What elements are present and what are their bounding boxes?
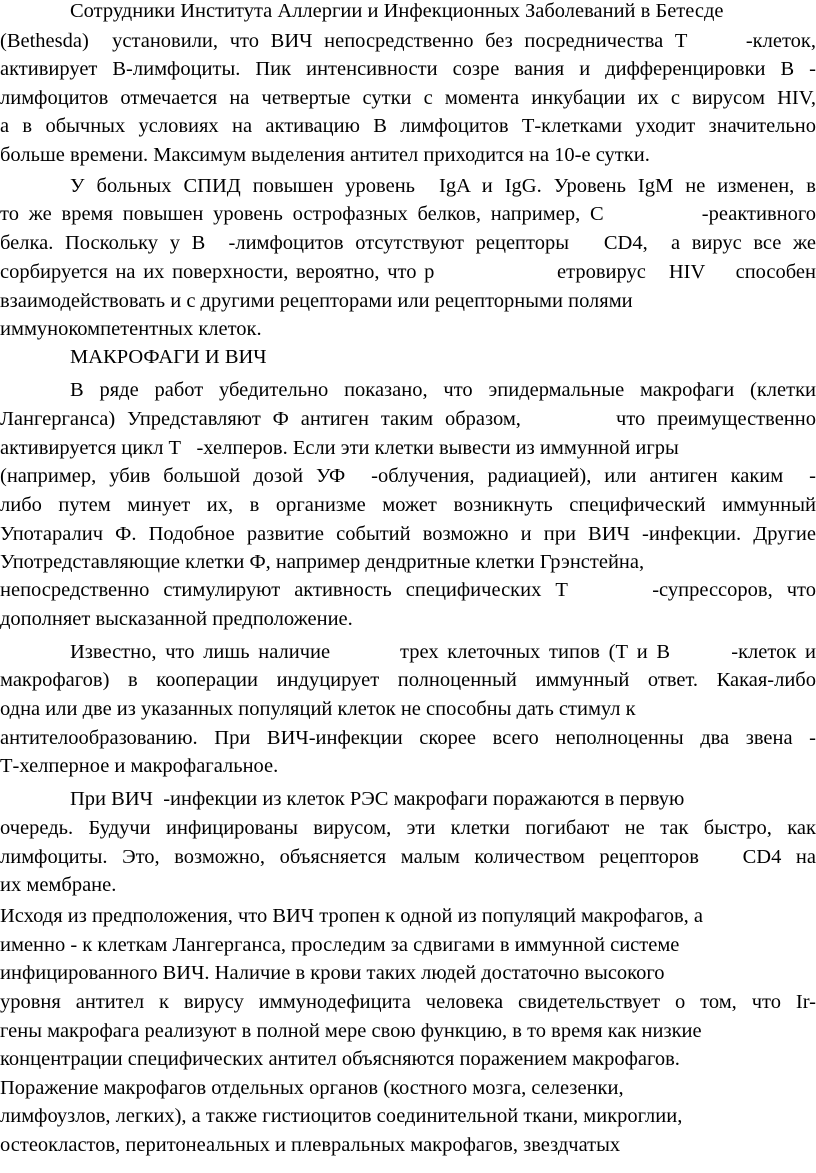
p1-line-1: Сотрудники Института Аллергии и Инфекционных Заболеваний в Бетесде — [70, 0, 724, 22]
p6-line-5: гены макрофага реализуют в полной мере свою функцию, в то время как низкие — [0, 1020, 702, 1042]
p4-line-2: макрофагов) в кооперации индуцирует полноценный иммунный ответ. Какая-либо — [0, 669, 816, 691]
p5-line-2: очередь. Будучи инфицированы вирусом, эти клетки погибают не так быстро, как — [0, 817, 816, 839]
p2-line-4: сорбируется на их поверхности, вероятно, что р етровирус HIV способен — [0, 261, 816, 283]
p2-line-6: иммунокомпетентных клеток. — [0, 318, 262, 340]
p6-line-9: остеокластов, перитонеальных и плевральных макрофагов, звездчатых — [0, 1134, 621, 1156]
p6-line-3: инфицированного ВИЧ. Наличие в крови таких людей достаточно высокого — [0, 962, 665, 984]
p3-line-4: (например, убив большой дозой УФ -облучения, радиацией), или антиген каким - — [0, 465, 816, 487]
p6-line-7: Поражение макрофагов отдельных органов (костного мозга, селезенки, — [0, 1077, 624, 1099]
p6-line-8: лимфоузлов, легких), а также гистиоцитов соединительной ткани, микроглии, — [0, 1105, 683, 1127]
p3-line-1: В ряде работ убедительно показано, что эпидермальные макрофаги (клетки — [70, 379, 816, 401]
p1-line-4: лимфоцитов отмечается на четвертые сутки с момента инкубации их с вирусом HIV, — [0, 87, 816, 109]
p3-line-3: активируется цикл Т -хелперов. Если эти клетки вывести из иммунной игры — [0, 437, 679, 459]
p1-line-5: а в обычных условиях на активацию В лимфоцитов Т-клетками уходит значительно — [0, 115, 816, 137]
p3-line-2: Лангерганса) Упредставляют Ф антиген таким образом, что преимущественно — [0, 408, 816, 430]
p1-line-3: активирует В-лимфоциты. Пик интенсивности созре вания и дифференцировки В - — [0, 58, 816, 80]
p3-line-9: дополняет высказанной предположение. — [0, 608, 353, 630]
p4-line-5: Т-хелперное и макрофагальное. — [0, 755, 279, 777]
p1-line-2: (Bethesda) установили, что ВИЧ непосредственно без посредничества Т -клеток, — [0, 30, 816, 52]
p6-line-2: именно - к клеткам Лангерганса, проследим за сдвигами в иммунной системе — [0, 934, 680, 956]
p3-line-7: Употредставляющие клетки Ф, например дендритные клетки Грэнстейна, — [0, 551, 645, 573]
p5-line-4: их мембране. — [0, 874, 117, 896]
p2-line-3: белка. Поскольку у В -лимфоцитов отсутствуют рецепторы CD4, а вирус все же — [0, 232, 816, 254]
p6-line-4: уровня антител к вирусу иммунодефицита человека свидетельствует о том, что Ir- — [0, 991, 816, 1013]
p1-line-6: больше времени. Максимум выделения антител приходится на 10-е сутки. — [0, 144, 650, 166]
p3-line-8: непосредственно стимулируют активность специфических Т -супрессоров, что — [0, 579, 816, 601]
p2-line-5: взаимодействовать и с другими рецепторами или рецепторными полями — [0, 290, 633, 312]
p2-line-1: У больных СПИД повышен уровень IgA и IgG. Уровень IgM не изменен, в — [70, 175, 816, 197]
p4-line-4: антителообразованию. При ВИЧ-инфекции скорее всего неполноценны два звена - — [0, 727, 816, 749]
p5-line-3: лимфоциты. Это, возможно, объясняется малым количеством рецепторов CD4 на — [0, 846, 816, 868]
p4-line-1: Известно, что лишь наличие трех клеточных типов (Т и В -клеток и — [70, 641, 816, 663]
p5-line-1: При ВИЧ -инфекции из клеток РЭС макрофаги поражаются в первую — [70, 788, 685, 810]
p6-line-1: Исходя из предположения, что ВИЧ тропен к одной из популяций макрофагов, а — [0, 905, 703, 927]
p3-line-5: либо путем минует их, в организме может возникнуть специфический иммунный — [0, 494, 816, 516]
section-heading: МАКРОФАГИ И ВИЧ — [70, 346, 267, 368]
p3-line-6: Употаралич Ф. Подобное развитие событий возможно и при ВИЧ -инфекции. Другие — [0, 523, 816, 545]
p2-line-2: то же время повышен уровень острофазных белков, например, С -реактивного — [0, 203, 816, 225]
p4-line-3: одна или две из указанных популяций клеток не способны дать стимул к — [0, 698, 636, 720]
p6-line-6: концентрации специфических антител объясняются поражением макрофагов. — [0, 1048, 680, 1070]
